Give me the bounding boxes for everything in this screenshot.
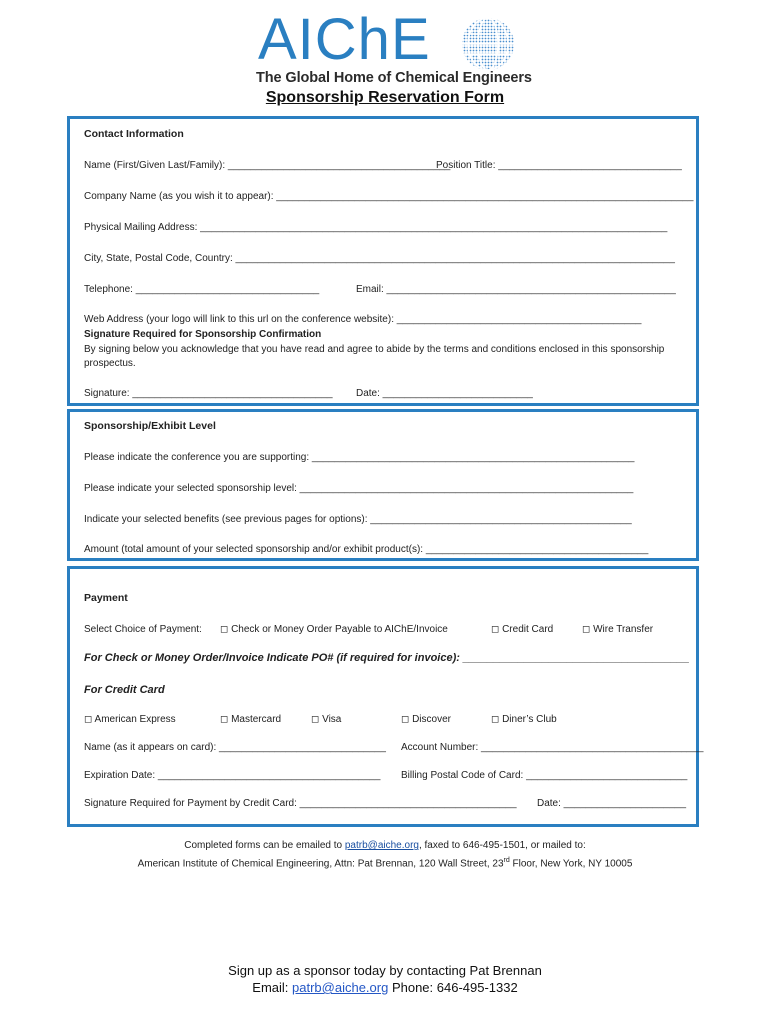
- billing-postal-code-field[interactable]: Billing Postal Code of Card: _____________________________: [401, 770, 688, 781]
- web-address-field[interactable]: Web Address (your logo will link to this url on the conference website): ____________________________________________: [84, 314, 642, 325]
- submission-instructions: [0, 838, 770, 871]
- company-name-field[interactable]: Company Name (as you wish it to appear): ___________________________________________________________________________: [84, 191, 694, 202]
- credit-card-checkbox[interactable]: ◻ Credit Card: [491, 624, 554, 635]
- payment-heading: Payment: [84, 592, 128, 604]
- account-number-field[interactable]: Account Number: ________________________________________: [401, 742, 704, 753]
- submission-text-a: Completed forms can be emailed to: [184, 840, 345, 851]
- level-heading: Sponsorship/Exhibit Level: [84, 420, 216, 432]
- visa-checkbox[interactable]: ◻ Visa: [311, 714, 342, 725]
- callout-line: Sign up as a sponsor today by contacting Pat Brennan: [228, 963, 542, 978]
- wire-transfer-checkbox[interactable]: ◻ Wire Transfer: [582, 624, 654, 635]
- logo-tagline: The Global Home of Chemical Engineers: [256, 70, 532, 86]
- callout-email-link[interactable]: patrb@aiche.org: [292, 980, 389, 995]
- payment-signature-field[interactable]: Signature Required for Payment by Credit Card: _______________________________________: [84, 798, 517, 809]
- logo-wordmark: AIChE: [258, 7, 431, 72]
- contact-information-section: [67, 116, 699, 406]
- mastercard-checkbox[interactable]: ◻ Mastercard: [220, 714, 282, 725]
- email-field[interactable]: Email: ____________________________________________________: [356, 284, 676, 295]
- name-field[interactable]: Name (First/Given Last/Family): ________________________________________: [84, 160, 451, 171]
- contact-heading: Contact Information: [84, 128, 184, 140]
- position-title-field[interactable]: Position Title: _________________________________: [436, 160, 682, 171]
- callout-contact-line: [0, 979, 770, 996]
- payment-date-field[interactable]: Date: ______________________: [537, 798, 687, 809]
- address-text-a: American Institute of Chemical Engineering, Attn: Pat Brennan, 120 Wall Street, 23: [137, 858, 504, 870]
- credit-card-heading: For Credit Card: [84, 684, 165, 696]
- signature-terms-text: By signing below you acknowledge that you have read and agree to abide by the terms and conditions enclosed in this sponsorship prospectus.: [84, 344, 665, 369]
- diners-club-checkbox[interactable]: ◻ Diner’s Club: [491, 714, 557, 725]
- form-title: Sponsorship Reservation Form: [265, 89, 505, 106]
- check-money-order-checkbox[interactable]: ◻ Check or Money Order Payable to AIChE/Invoice: [220, 624, 448, 635]
- signature-date-field[interactable]: Date: ___________________________: [356, 388, 533, 399]
- signature-field[interactable]: Signature: ____________________________________: [84, 388, 333, 399]
- globe-icon: [460, 16, 516, 72]
- signature-heading: Signature Required for Sponsorship Confirmation: [84, 329, 322, 340]
- callout-phone: Phone: 646-495-1332: [388, 980, 518, 995]
- cardholder-name-field[interactable]: Name (as it appears on card): ______________________________: [84, 742, 386, 753]
- aiche-logo: [0, 8, 770, 88]
- sponsorship-level-field[interactable]: Please indicate your selected sponsorship level: ____________________________________________________________: [84, 483, 634, 494]
- payment-choice-label: Select Choice of Payment:: [84, 624, 202, 635]
- conference-field[interactable]: Please indicate the conference you are supporting: __________________________________________________________: [84, 452, 635, 463]
- address-text-b: Floor, New York, NY 10005: [509, 858, 633, 870]
- benefits-field[interactable]: Indicate your selected benefits (see previous pages for options): _______________________________________________: [84, 514, 632, 525]
- payment-section: [67, 566, 704, 827]
- mailing-address-field[interactable]: Physical Mailing Address: ____________________________________________________________________________________: [84, 222, 668, 233]
- address-ordinal: rd: [503, 857, 510, 864]
- submission-line-2: [0, 853, 770, 871]
- city-state-field[interactable]: City, State, Postal Code, Country: _______________________________________________________________________________: [84, 253, 675, 264]
- telephone-field[interactable]: Telephone: _________________________________: [84, 284, 320, 295]
- discover-checkbox[interactable]: ◻ Discover: [401, 714, 451, 725]
- sponsorship-level-section: [67, 409, 699, 561]
- callout-email-label: Email:: [252, 980, 293, 995]
- amount-field[interactable]: Amount (total amount of your selected sponsorship and/or exhibit product(s): ________________________________________: [84, 544, 649, 555]
- submission-email-link[interactable]: patrb@aiche.org: [344, 840, 419, 851]
- submission-line-1: [0, 838, 770, 853]
- submission-text-b: , faxed to 646-495-1501, or mailed to:: [418, 840, 586, 851]
- amex-checkbox[interactable]: ◻ American Express: [84, 714, 176, 725]
- contact-callout: [0, 962, 770, 996]
- expiration-date-field[interactable]: Expiration Date: ________________________________________: [84, 770, 381, 781]
- po-number-field[interactable]: For Check or Money Order/Invoice Indicate PO# (if required for invoice): _____________________________________: [84, 652, 690, 664]
